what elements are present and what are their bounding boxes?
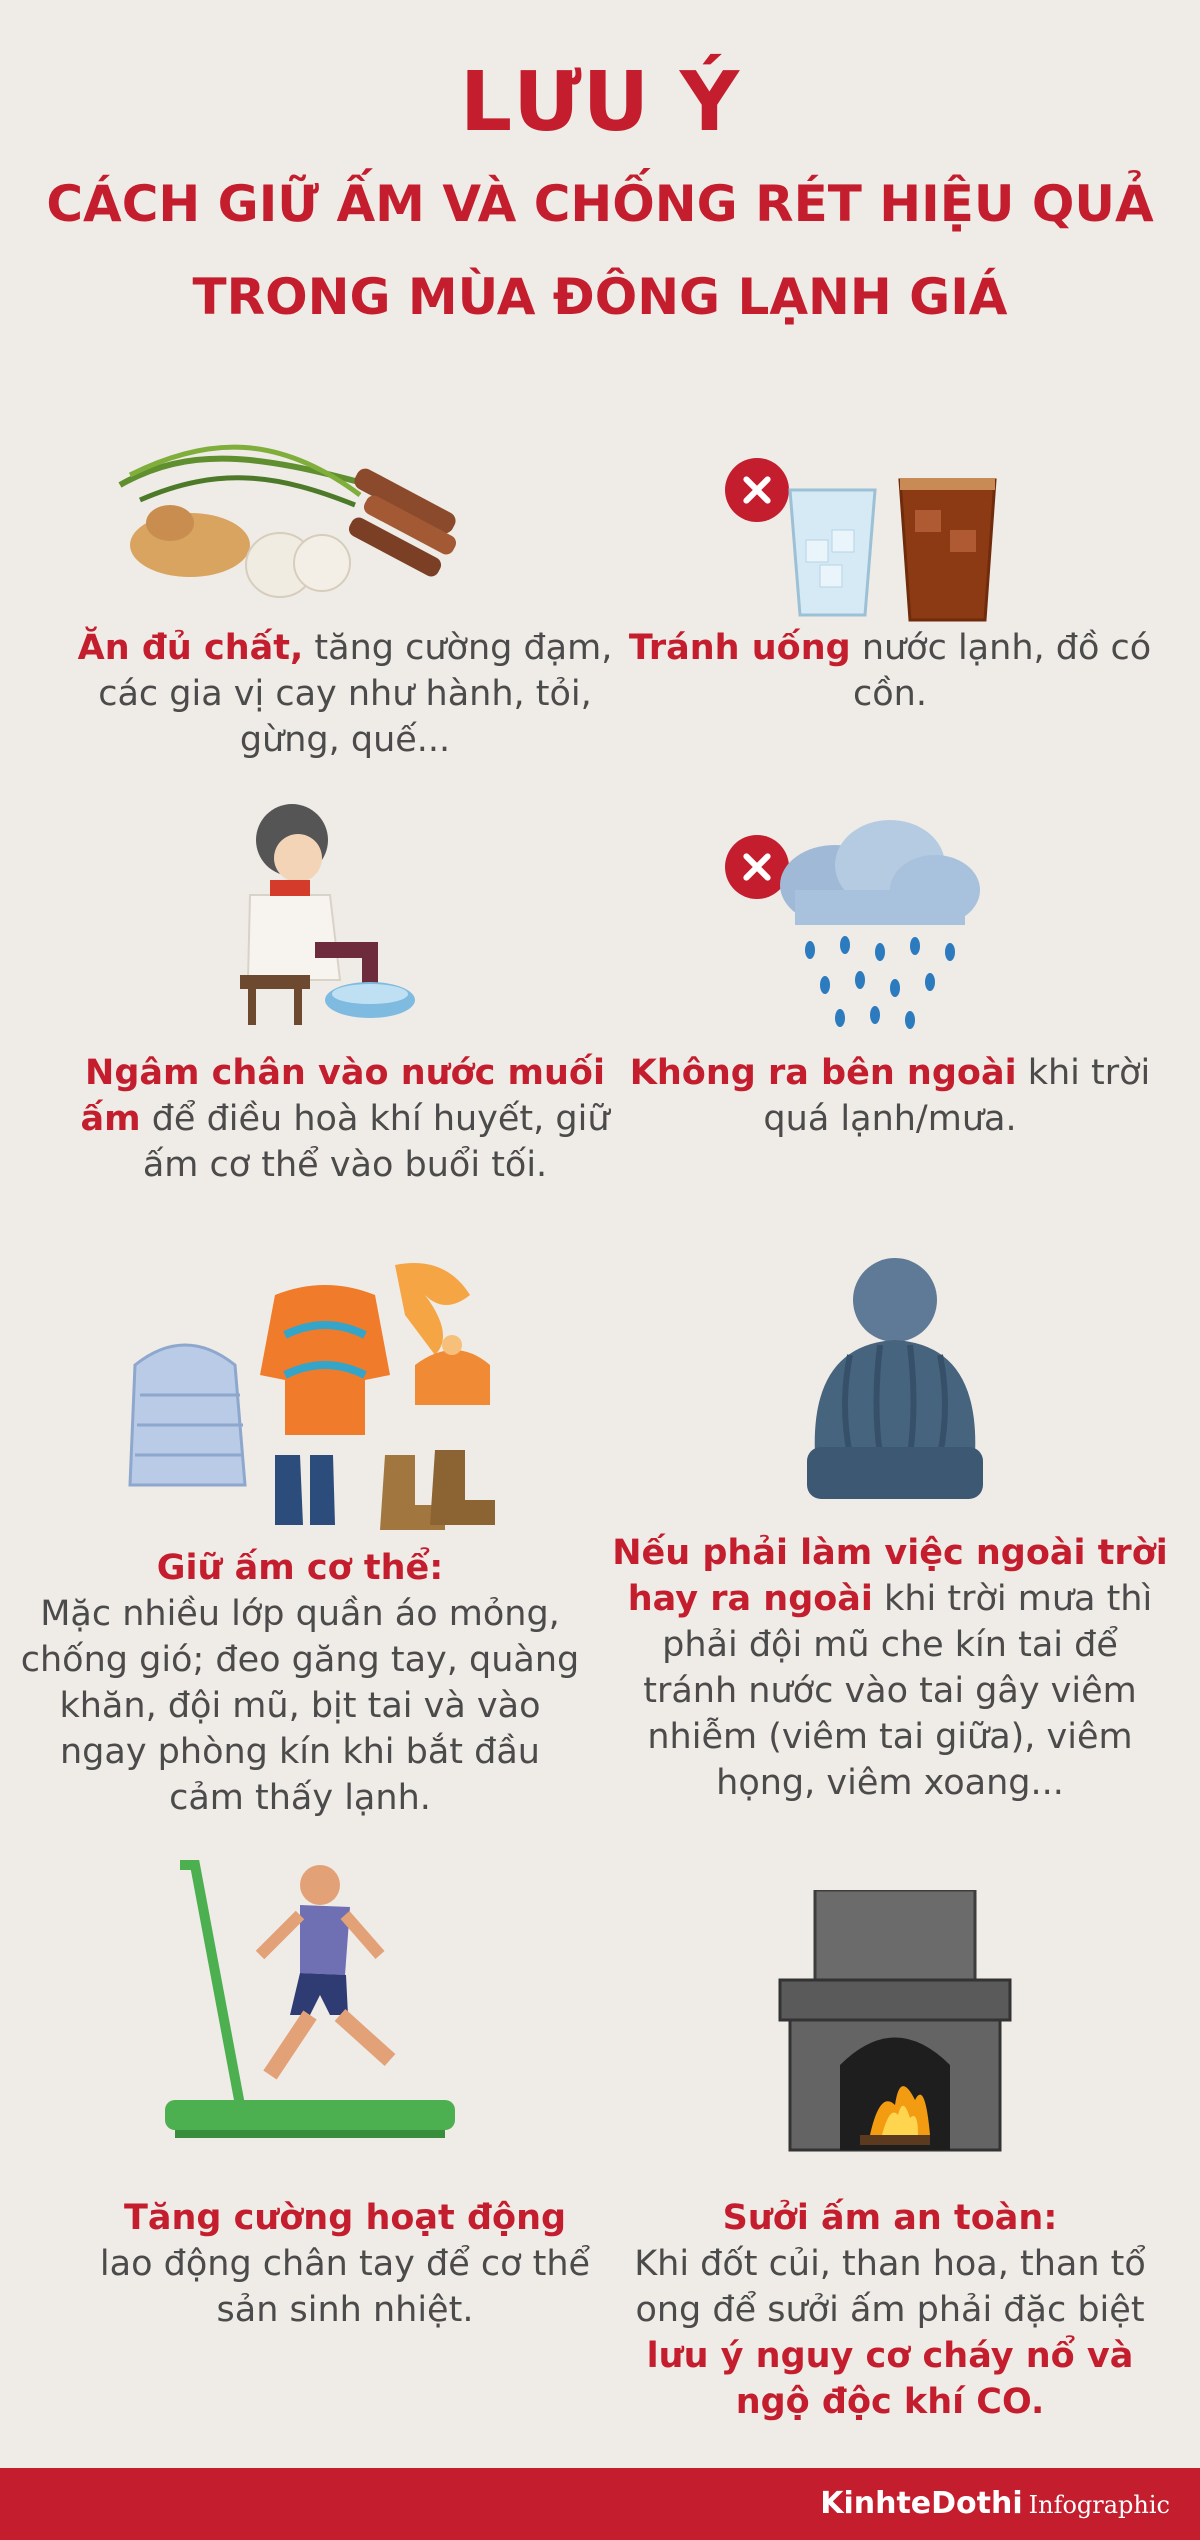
item-5-body: Mặc nhiều lớp quần áo mỏng, chống gió; đeo găng tay, quàng khăn, đội mũ, bịt tai và vào ngay phòng kín khi bắt đầu cảm thấy lạnh.: [20, 1594, 580, 1818]
wool-hat-icon: [795, 1255, 995, 1509]
fireplace-icon: [770, 1890, 1020, 2164]
item-6-text: [610, 1530, 1170, 1806]
item-1-highlight: Ăn đủ chất,: [77, 628, 304, 668]
title-line-1: LƯU Ý: [459, 55, 741, 150]
item-3-highlight: Ngâm chân vào nước muối ấm: [80, 1053, 605, 1139]
item-8-highlight: lưu ý nguy cơ cháy nổ và ngộ độc khí CO.: [646, 2336, 1134, 2422]
item-2-text: [610, 625, 1170, 717]
item-7-highlight: Tăng cường hoạt động: [123, 2198, 567, 2238]
item-6-highlight: Nếu phải làm việc ngoài trời hay ra ngoài: [612, 1533, 1168, 1619]
item-6-body: khi trời mưa thì phải đội mũ che kín tai để tránh nước vào tai gây viêm nhiễm (viêm tai giữa), viêm họng, viêm xoang...: [643, 1579, 1153, 1803]
title-line-3: TRONG MÙA ĐÔNG LẠNH GIÁ: [192, 268, 1008, 326]
item-8-title: Sưởi ấm an toàn:: [722, 2198, 1058, 2238]
item-3-text: [65, 1050, 625, 1188]
title-line-2: CÁCH GIỮ ẤM VÀ CHỐNG RÉT HIỆU QUẢ: [46, 175, 1154, 233]
rain-cloud-icon: [765, 820, 985, 1034]
item-4-text: [610, 1050, 1170, 1142]
treadmill-icon: [160, 1855, 460, 2169]
winter-clothes-icon: [125, 1255, 525, 1539]
item-1-text: [65, 625, 625, 763]
item-2-body: nước lạnh, đồ có cồn.: [850, 628, 1152, 714]
item-8-body: Khi đốt củi, than hoa, than tổ ong để sưởi ấm phải đặc biệt: [634, 2244, 1146, 2330]
spices-icon: [110, 405, 480, 609]
cold-drinks-icon: [780, 470, 1010, 634]
item-7-body: lao động chân tay để cơ thể sản sinh nhiệt.: [99, 2244, 591, 2330]
item-4-body: khi trời quá lạnh/mưa.: [763, 1053, 1151, 1139]
brand-sub: Infographic: [1028, 2491, 1170, 2519]
item-7-text: [65, 2195, 625, 2333]
item-1-body: tăng cường đạm, các gia vị cay như hành, tỏi, gừng, quế...: [98, 628, 613, 760]
foot-bath-icon: [220, 800, 420, 1044]
item-5-highlight: Giữ ấm cơ thể:: [156, 1548, 444, 1588]
item-3-body: để điều hoà khí huyết, giữ ấm cơ thể vào buổi tối.: [140, 1099, 610, 1185]
item-4-highlight: Không ra bên ngoài: [629, 1053, 1017, 1093]
footer-bar: [0, 2468, 1200, 2540]
item-2-highlight: Tránh uống: [628, 628, 851, 668]
item-8-text: [610, 2195, 1170, 2425]
item-5-text: [20, 1545, 580, 1821]
brand-name: KinhteDothi: [820, 2486, 1023, 2521]
brand-logo: [820, 2486, 1170, 2521]
